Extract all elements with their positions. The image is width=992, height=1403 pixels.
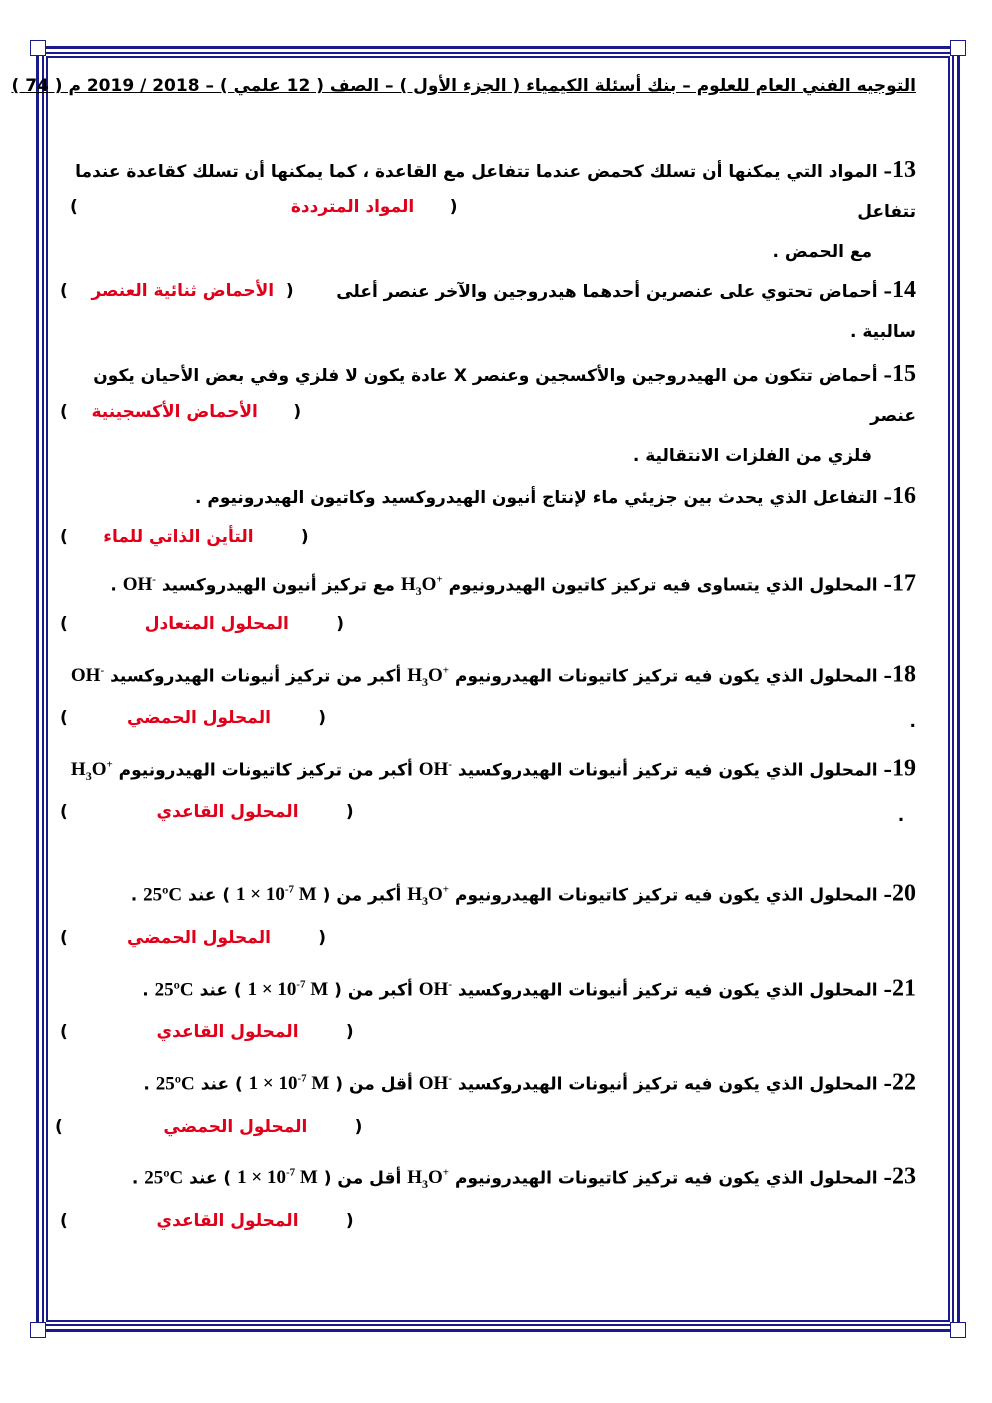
answer-text: المحلول الحمضي: [126, 928, 271, 948]
question-text: – المحلول الذي يكون فيه تركيز أنيونات الهيدروكسيد: [457, 980, 892, 1001]
question-number: 13: [892, 157, 916, 183]
question-text: – المحلول الذي يكون فيه تركيز كاتيونات الهيدرونيوم: [454, 885, 892, 906]
formula-temperature: 25ºC: [155, 1073, 195, 1095]
question-number: 17: [892, 570, 916, 597]
question-17: 17– المحلول الذي يتساوى فيه تركيز كاتيون الهيدرونيوم $H_3O^+$ مع تركيز أنيون الهيدروكسيد OH- .: [110, 570, 916, 599]
formula-h3o: $H_3O^+$: [407, 665, 450, 690]
answer-23: ( المحلول القاعدي ): [60, 1211, 354, 1231]
question-text-c: عند: [188, 885, 217, 906]
answer-text: المحلول القاعدي: [156, 1211, 299, 1231]
answer-text: المحلول المتعادل: [144, 614, 289, 634]
answer-16: ( التأين الذاتي للماء ): [60, 527, 309, 547]
question-text-b: أكبر من: [347, 980, 413, 1001]
question-text-cont: فلزي من الفلزات الانتقالية .: [632, 446, 872, 466]
question-text-b: أكبر من: [336, 885, 402, 906]
answer-text: المواد المترددة: [290, 197, 415, 217]
answer-18: ( المحلول الحمضي ): [60, 708, 327, 728]
question-text-b: أقل من: [348, 1074, 413, 1095]
answer-21: ( المحلول القاعدي ): [60, 1022, 354, 1042]
question-text: – المحلول الذي يكون فيه تركيز كاتيونات الهيدرونيوم: [454, 1168, 892, 1189]
formula-oh: OH-: [70, 665, 105, 687]
question-23: 23– المحلول الذي يكون فيه تركيز كاتيونات الهيدرونيوم $H_3O^+$ أقل من ( $1 \times 10^{-7}$ M ) عند 25ºC .: [131, 1163, 916, 1192]
formula-concentration: $1 \times 10^{-7}$ M: [248, 1073, 330, 1095]
question-text: – المحلول الذي يكون فيه تركيز كاتيونات الهيدرونيوم: [454, 666, 892, 687]
formula-temperature: 25ºC: [143, 884, 183, 906]
formula-concentration: $1 \times 10^{-7}$ M: [237, 1167, 318, 1189]
answer-text: المحلول الحمضي: [126, 708, 271, 728]
question-20: 20– المحلول الذي يكون فيه تركيز كاتيونات الهيدرونيوم $H_3O^+$ أكبر من ( $1 \times 10^{-7}$ M ) عند 25ºC .: [130, 880, 916, 909]
frame-corner: [30, 40, 46, 56]
formula-temperature: 25ºC: [154, 979, 194, 1001]
question-number: 14: [892, 277, 916, 303]
answer-19: ( المحلول القاعدي ): [60, 802, 354, 822]
question-text: – أحماض تحتوي على عنصرين أحدهما هيدروجين والآخر عنصر أعلى سالبية .: [336, 282, 916, 342]
formula-oh: OH-: [122, 574, 156, 596]
question-text-b: أكبر من تركيز كاتيونات الهيدرونيوم: [118, 760, 413, 781]
formula-oh: OH-: [418, 759, 452, 781]
answer-22: ( المحلول الحمضي ): [55, 1117, 363, 1137]
question-14: [310, 270, 916, 352]
question-text: – المحلول الذي يكون فيه تركيز أنيونات الهيدروكسيد: [457, 760, 892, 781]
question-text-cont: مع الحمض .: [772, 242, 872, 262]
question-18: 18– المحلول الذي يكون فيه تركيز كاتيونات الهيدرونيوم $H_3O^+$ أكبر من تركيز أنيونات الهيدروكسيد OH- .: [70, 661, 916, 733]
answer-text: المحلول القاعدي: [156, 1022, 299, 1042]
question-text-b: مع تركيز أنيون الهيدروكسيد: [161, 575, 395, 596]
answer-text: المحلول القاعدي: [156, 802, 299, 822]
frame-corner: [950, 1322, 966, 1338]
question-text: – المواد التي يمكنها أن تسلك كحمض عندما تتفاعل مع القاعدة ، كما يمكنها أن تسلك كقاعدة عندما تتفاعل: [75, 162, 916, 222]
answer-text: الأحماض الأكسجينية: [91, 402, 258, 422]
formula-temperature: 25ºC: [144, 1167, 184, 1189]
question-21: 21– المحلول الذي يكون فيه تركيز أنيونات الهيدروكسيد OH- أكبر من ( $1 \times 10^{-7}$ M ) عند 25ºC .: [142, 975, 916, 1002]
formula-h3o: $H_3O^+$: [400, 574, 443, 599]
answer-text: التأين الذاتي للماء: [103, 527, 254, 547]
answer-text: الأحماض ثنائية العنصر: [91, 281, 275, 301]
question-number: 18: [892, 661, 916, 688]
question-number: 19: [892, 755, 916, 782]
question-text-c: عند: [199, 980, 228, 1001]
question-number: 16: [892, 483, 916, 509]
formula-h3o: $H_3O^+$: [70, 759, 113, 784]
answer-text: المحلول الحمضي: [163, 1117, 308, 1137]
page-header: التوجيه الفني العام للعلوم – بنك أسئلة الكيمياء ( الجزء الأول ) – الصف ( 12 علمي ) – 2018 / 2019 م ( 74 ): [11, 76, 916, 96]
question-19: 19– المحلول الذي يكون فيه تركيز أنيونات الهيدروكسيد OH- أكبر من تركيز كاتيونات الهيدرونيوم $H_3O^+$ .: [70, 755, 916, 827]
question-text-b: أكبر من تركيز أنيونات الهيدروكسيد: [110, 666, 402, 687]
formula-h3o: $H_3O^+$: [407, 884, 450, 909]
question-number: 15: [892, 361, 916, 387]
answer-17: ( المحلول المتعادل ): [60, 614, 344, 634]
answer-13: ( المواد المترددة ): [70, 197, 458, 217]
question-number: 22: [892, 1069, 916, 1096]
question-16: [60, 476, 916, 518]
question-text-c: عند: [189, 1168, 218, 1189]
question-text-b: أقل من: [337, 1168, 402, 1189]
answer-14: ( الأحماض ثنائية العنصر ): [60, 281, 294, 301]
question-22: 22– المحلول الذي يكون فيه تركيز أنيونات الهيدروكسيد OH- أقل من ( $1 \times 10^{-7}$ M ) عند 25ºC .: [143, 1069, 916, 1096]
answer-20: ( المحلول الحمضي ): [60, 928, 327, 948]
answer-15: ( الأحماض الأكسجينية ): [60, 402, 302, 422]
frame-corner: [30, 1322, 46, 1338]
formula-h3o: $H_3O^+$: [407, 1167, 450, 1192]
formula-concentration: $1 \times 10^{-7}$ M: [247, 979, 329, 1001]
question-number: 21: [892, 975, 916, 1002]
question-text-c: عند: [200, 1074, 230, 1095]
frame-corner: [950, 40, 966, 56]
formula-concentration: $1 \times 10^{-7}$ M: [236, 884, 317, 906]
question-number: 20: [892, 880, 916, 907]
formula-oh: OH-: [418, 979, 452, 1001]
question-text: – المحلول الذي يكون فيه تركيز أنيونات الهيدروكسيد: [457, 1074, 892, 1095]
formula-oh: OH-: [418, 1073, 452, 1095]
question-text: – أحماض تتكون من الهيدروجين والأكسجين وعنصر X عادة يكون لا فلزي وفي بعض الأحيان يكون عنصر: [93, 366, 916, 426]
question-number: 23: [892, 1163, 916, 1190]
question-text: – المحلول الذي يتساوى فيه تركيز كاتيون الهيدرونيوم: [448, 575, 892, 596]
question-text: – التفاعل الذي يحدث بين جزيئي ماء لإنتاج أنيون الهيدروكسيد وكاتيون الهيدرونيوم .: [195, 488, 892, 508]
